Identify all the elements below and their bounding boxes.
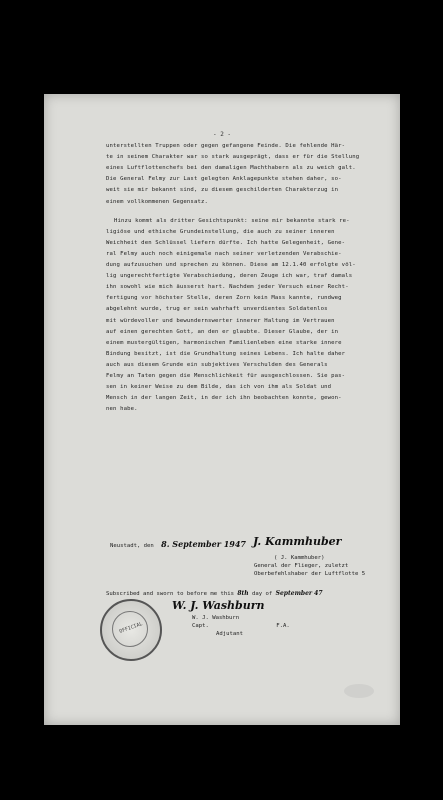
body-line: weit sie mir bekannt sind, zu diesem geschilderten Charakterzug in <box>106 187 339 194</box>
body-line: unterstellten Truppen oder gegen gefangene Feinde. Die fehlende Här- <box>106 143 346 149</box>
oath-line <box>106 590 323 597</box>
washburn-signature: W. J. Washburn <box>172 599 265 612</box>
oath-day-label: day of <box>252 591 273 597</box>
typed-name: ( J. Kammhuber) <box>274 555 325 561</box>
witness-name: W. J. Washburn <box>192 615 240 621</box>
body-line: Weichheit den Schlüssel liefern dürfte. Ich hatte Gelegenheit, Gene- <box>106 239 346 246</box>
oath-day: 8th <box>237 590 249 597</box>
body-line: dung aufzusuchen und sprechen zu können. Diese am 12.1.40 erfolgte völ- <box>106 262 356 268</box>
body-line: fertigung vor höchster Stelle, deren Zorn kein Mass kannte, rundweg <box>106 295 342 302</box>
body-line: nen habe. <box>106 406 138 413</box>
typed-signature-block <box>254 554 365 578</box>
body-line: Hinzu kommt als dritter Gesichtspunkt: seine mir bekannte stark re- <box>114 217 350 224</box>
witness-rank: Capt. <box>192 623 209 629</box>
body-line: ligiöse und ethische Grundeinstellung, die auch zu seiner inneren <box>106 228 335 235</box>
official-seal-stamp <box>100 599 162 661</box>
place-date-line <box>110 539 246 549</box>
body-line: ihn sowohl wie mich äusserst hart. Nachdem jeder Versuch einer Recht- <box>106 284 349 291</box>
body-line: einem vollkommenen Gegensatz. <box>106 198 209 205</box>
body-line: einem mustergültigen, harmonischen Familienleben eine starke innere <box>106 339 342 346</box>
body-line: abgelehnt wurde, trug er sein wahrhaft unverdientes Soldatenlos <box>106 306 328 313</box>
body-line: Die General Felmy zur Last gelegten Anklagepunkte stehen daher, so- <box>106 176 342 183</box>
seal-text: OFFICIAL <box>118 621 144 635</box>
body-line: mit würdevoller und bewundernswerter innerer Haltung im Vertrauen <box>106 317 335 324</box>
document-page <box>44 94 400 725</box>
witness-branch: F.A. <box>276 623 290 629</box>
body-line: Mensch in der langen Zeit, in der ich ihn beobachten konnte, gewon- <box>106 395 342 402</box>
body-line: ral Felmy auch noch einigemale nach seiner verletzenden Verabschie- <box>106 250 342 257</box>
body-line: auch aus diesem Grunde ein subjektives Verschulden des Generals <box>106 361 328 368</box>
body-line: te in seinem Charakter war so stark ausgeprägt, dass er für die Stellung <box>106 154 360 161</box>
kammhuber-signature: J. Kammhuber <box>253 535 342 548</box>
title-line-2: Oberbefehlshaber der Luftflotte 5 <box>254 571 366 577</box>
place-date-prefix: Neustadt, den <box>110 543 154 549</box>
witness-role: Adjutant <box>216 631 243 637</box>
body-line: Felmy an Taten gegen die Menschlichkeit für ausgeschlossen. Sie pas- <box>106 373 346 379</box>
oath-month: September 47 <box>275 590 323 597</box>
body-line: lig ungerechtfertigte Verabschiedung, deren Zeuge ich war, traf damals <box>106 273 353 280</box>
witness-rank-line <box>192 622 290 630</box>
title-line-1: General der Flieger, zuletzt <box>254 563 349 569</box>
body-line: auf einen gerechten Gott, an den er glaubte. Dieser Glaube, der in <box>106 328 339 335</box>
body-line: Bindung besitzt, ist die Grundhaltung seines Lebens. Ich halte daher <box>106 350 346 357</box>
oath-text: Subscribed and sworn to before me this <box>106 591 234 597</box>
witness-block <box>192 614 290 638</box>
body-line: eines Luftflottenchefs bei den damaligen Machthabern als zu weich galt. <box>106 165 356 172</box>
handwritten-date: 8. September 1947 <box>161 539 246 549</box>
page-number: - 2 - <box>212 131 232 138</box>
paper-smudge <box>344 684 374 698</box>
body-line: sen in keiner Weise zu dem Bilde, das ich von ihm als Soldat und <box>106 384 332 391</box>
